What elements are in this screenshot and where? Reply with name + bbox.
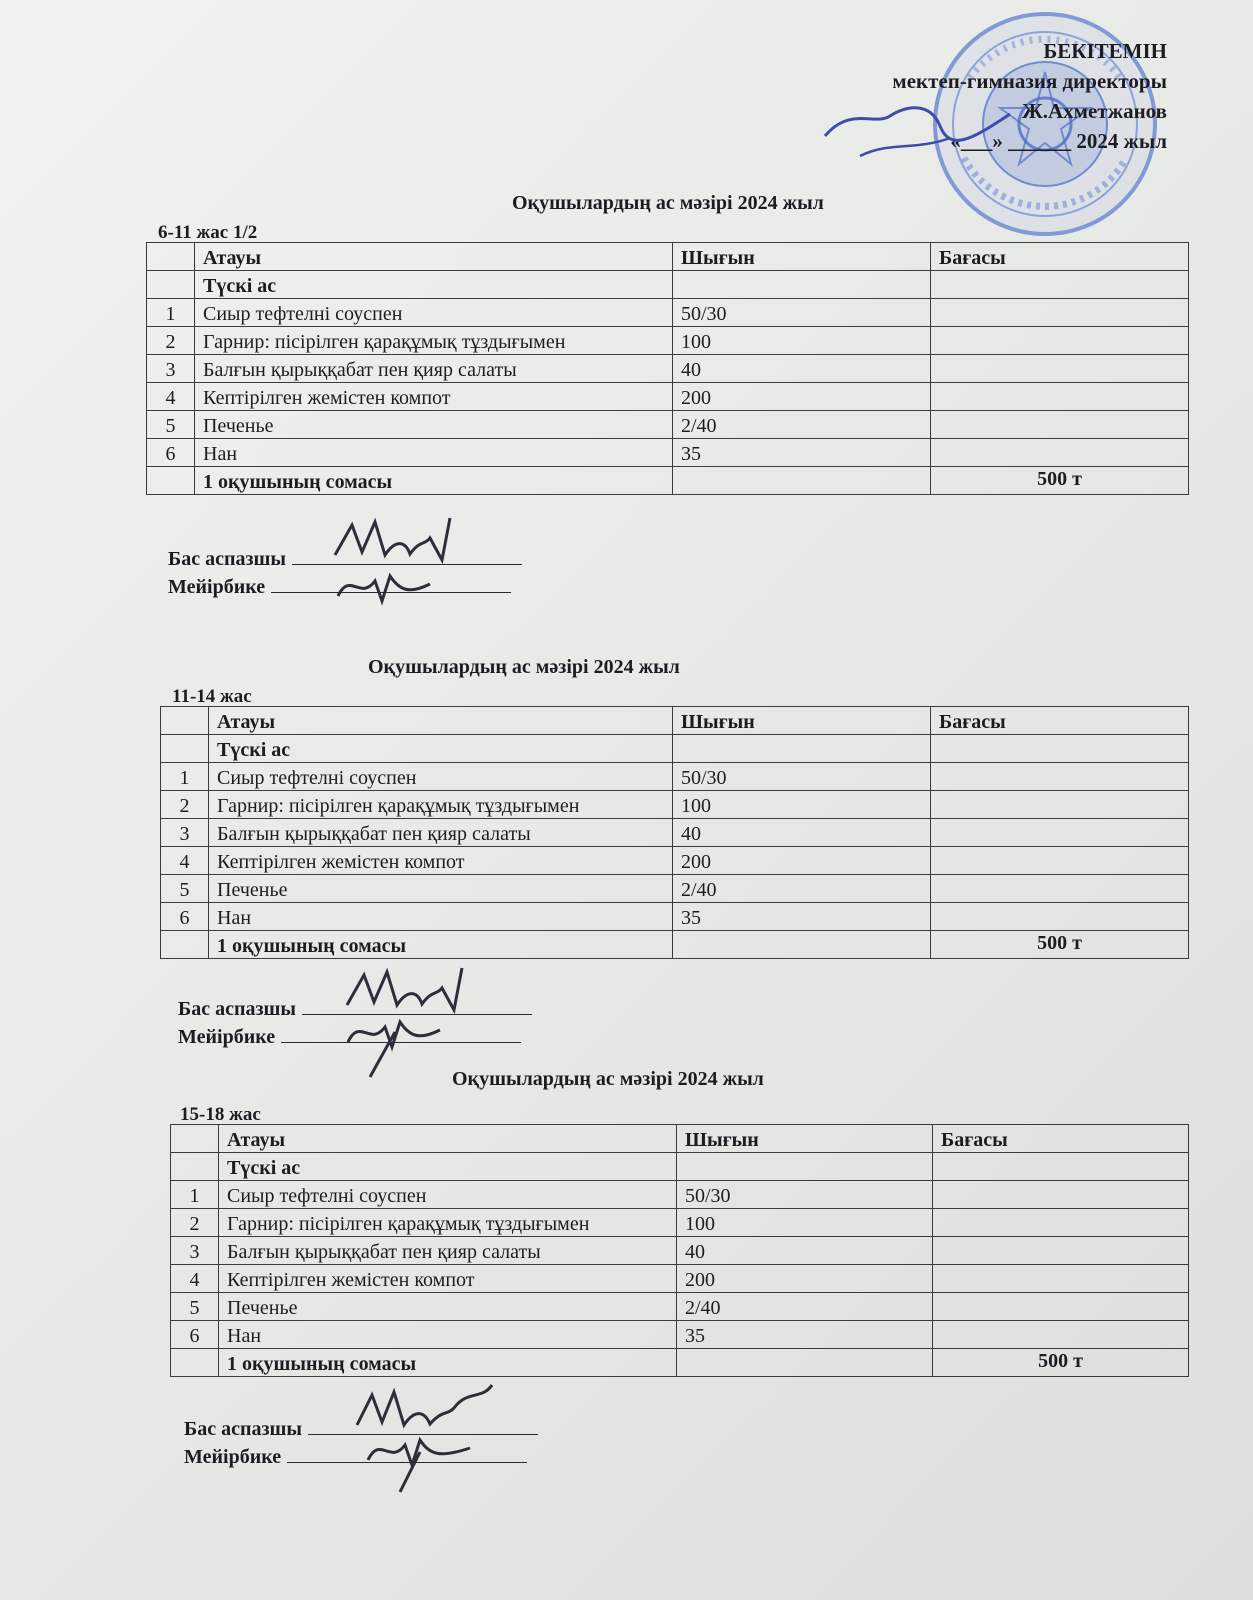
chef-signature-1	[330, 510, 470, 570]
approval-title: БЕКІТЕМІН	[1043, 39, 1167, 63]
dish-name: Кептірілген жемістен компот	[219, 1265, 677, 1293]
total-row	[147, 467, 1189, 495]
table-row: 2 Гарнир: пісірілген қарақұмық тұздығымен 100	[147, 327, 1189, 355]
menu-title-3: Оқушылардың ас мәзірі 2024 жыл	[452, 1068, 764, 1090]
dish-amount: 50/30	[677, 1181, 933, 1209]
table-row: 3 Балғын қырыққабат пен қияр салаты 40	[171, 1237, 1189, 1265]
table-row: 1 Сиыр тефтелні соуспен 50/30	[161, 763, 1189, 791]
dish-amount: 40	[673, 355, 931, 383]
director-signature	[820, 96, 1020, 166]
approval-date: «___» ______ 2024 жыл	[950, 129, 1167, 153]
table-row: 6 Нан 35	[171, 1321, 1189, 1349]
menu-table-1	[146, 242, 1189, 495]
column-header-name: Атауы	[209, 707, 673, 735]
table-row: 3 Балғын қырыққабат пен қияр салаты 40	[147, 355, 1189, 383]
dish-name: Гарнир: пісірілген қарақұмық тұздығымен	[209, 791, 673, 819]
nurse-label: Мейірбике	[168, 576, 266, 598]
age-group-label-2: 11-14 жас	[172, 686, 252, 707]
total-label: 1 оқушының сомасы	[219, 1349, 677, 1377]
dish-name: Кептірілген жемістен компот	[209, 847, 673, 875]
chef-signature-2	[342, 960, 482, 1020]
dish-amount: 40	[677, 1237, 933, 1265]
chef-label: Бас аспазшы	[178, 998, 297, 1020]
table-row: 4 Кептірілген жемістен компот 200	[171, 1265, 1189, 1293]
menu-title-2: Оқушылардың ас мәзірі 2024 жыл	[368, 656, 680, 678]
dish-name: Нан	[209, 903, 673, 931]
menu-table-3	[170, 1124, 1189, 1377]
nurse-signature-1	[330, 566, 440, 606]
table-row: 5 Печенье 2/40	[147, 411, 1189, 439]
meal-name: Түскі ас	[219, 1153, 677, 1181]
table-row: 2 Гарнир: пісірілген қарақұмық тұздығымен 100	[161, 791, 1189, 819]
total-price: 500 т	[933, 1349, 1189, 1377]
total-label: 1 оқушының сомасы	[195, 467, 673, 495]
table-row: 4 Кептірілген жемістен компот 200	[147, 383, 1189, 411]
column-header-price: Бағасы	[931, 707, 1189, 735]
dish-name: Сиыр тефтелні соуспен	[209, 763, 673, 791]
table-row: 5 Печенье 2/40	[161, 875, 1189, 903]
dish-name: Нан	[219, 1321, 677, 1349]
total-row	[161, 931, 1189, 959]
dish-amount: 35	[673, 903, 931, 931]
column-header-amount: Шығын	[677, 1125, 933, 1153]
table-header-row	[171, 1125, 1189, 1153]
meal-row	[171, 1153, 1189, 1181]
dish-name: Печенье	[195, 411, 673, 439]
column-header-name: Атауы	[195, 243, 673, 271]
chef-label: Бас аспазшы	[168, 548, 287, 570]
dish-amount: 100	[673, 327, 931, 355]
nurse-label: Мейірбике	[184, 1446, 282, 1468]
table-row: 4 Кептірілген жемістен компот 200	[161, 847, 1189, 875]
column-header-name: Атауы	[219, 1125, 677, 1153]
dish-name: Гарнир: пісірілген қарақұмық тұздығымен	[195, 327, 673, 355]
dish-amount: 200	[673, 847, 931, 875]
column-header-price: Бағасы	[931, 243, 1189, 271]
meal-row	[161, 735, 1189, 763]
dish-amount: 35	[673, 439, 931, 467]
age-group-label-3: 15-18 жас	[180, 1104, 261, 1125]
dish-name: Гарнир: пісірілген қарақұмық тұздығымен	[219, 1209, 677, 1237]
table-row: 3 Балғын қырыққабат пен қияр салаты 40	[161, 819, 1189, 847]
total-label: 1 оқушының сомасы	[209, 931, 673, 959]
table-row: 2 Гарнир: пісірілген қарақұмық тұздығымен 100	[171, 1209, 1189, 1237]
menu-table-2	[160, 706, 1189, 959]
dish-amount: 40	[673, 819, 931, 847]
approval-director-name: Ж.Ахметжанов	[1021, 99, 1167, 123]
dish-amount: 2/40	[673, 411, 931, 439]
meal-row	[147, 271, 1189, 299]
age-group-label-1: 6-11 жас 1/2	[158, 222, 258, 243]
dish-amount: 100	[677, 1209, 933, 1237]
dish-amount: 35	[677, 1321, 933, 1349]
chef-label: Бас аспазшы	[184, 1418, 303, 1440]
table-row: 6 Нан 35	[161, 903, 1189, 931]
total-price: 500 т	[931, 467, 1189, 495]
total-row	[171, 1349, 1189, 1377]
table-header-row	[147, 243, 1189, 271]
table-row: 5 Печенье 2/40	[171, 1293, 1189, 1321]
dish-name: Печенье	[219, 1293, 677, 1321]
dish-amount: 50/30	[673, 299, 931, 327]
approval-position: мектеп-гимназия директоры	[892, 69, 1167, 93]
dish-name: Печенье	[209, 875, 673, 903]
dish-name: Балғын қырыққабат пен қияр салаты	[219, 1237, 677, 1265]
dish-name: Нан	[195, 439, 673, 467]
meal-name: Түскі ас	[195, 271, 673, 299]
table-row: 6 Нан 35	[147, 439, 1189, 467]
table-header-row	[161, 707, 1189, 735]
meal-name: Түскі ас	[209, 735, 673, 763]
dish-name: Сиыр тефтелні соуспен	[195, 299, 673, 327]
menu-title-1: Оқушылардың ас мәзірі 2024 жыл	[512, 192, 824, 214]
dish-name: Кептірілген жемістен компот	[195, 383, 673, 411]
dish-amount: 100	[673, 791, 931, 819]
dish-amount: 2/40	[673, 875, 931, 903]
table-row: 1 Сиыр тефтелні соуспен 50/30	[171, 1181, 1189, 1209]
nurse-signature-3	[360, 1430, 490, 1500]
column-header-price: Бағасы	[933, 1125, 1189, 1153]
table-row: 1 Сиыр тефтелні соуспен 50/30	[147, 299, 1189, 327]
column-header-amount: Шығын	[673, 707, 931, 735]
column-header-amount: Шығын	[673, 243, 931, 271]
nurse-label: Мейірбике	[178, 1026, 276, 1048]
dish-amount: 200	[673, 383, 931, 411]
total-price: 500 т	[931, 931, 1189, 959]
dish-name: Балғын қырыққабат пен қияр салаты	[195, 355, 673, 383]
dish-name: Сиыр тефтелні соуспен	[219, 1181, 677, 1209]
dish-amount: 50/30	[673, 763, 931, 791]
dish-name: Балғын қырыққабат пен қияр салаты	[209, 819, 673, 847]
dish-amount: 2/40	[677, 1293, 933, 1321]
dish-amount: 200	[677, 1265, 933, 1293]
nurse-signature-2	[340, 1012, 460, 1082]
